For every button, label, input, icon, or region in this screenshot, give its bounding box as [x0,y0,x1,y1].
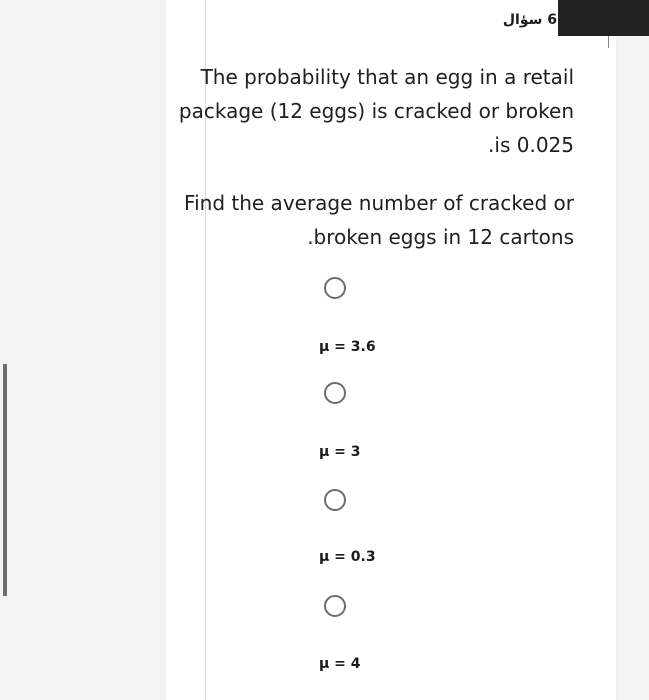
question-text-part1 [168,60,574,162]
option-label-1[interactable]: μ = 3.6 [319,339,376,355]
question-text-part2 [168,186,574,254]
top-header-block [558,0,649,36]
question-line-5: .broken eggs in 12 cartons [307,225,574,249]
option-radio-1[interactable] [324,277,346,299]
question-line-1: The probability that an egg in a retail [200,65,574,89]
question-number: 6 سؤال [502,12,557,28]
question-line-2: package (12 eggs) is cracked or broken [178,99,574,123]
question-line-4: Find the average number of cracked or [184,191,574,215]
left-scroll-indicator[interactable] [3,364,7,596]
option-label-2[interactable]: μ = 3 [319,444,361,460]
header-tick-divider [608,36,609,48]
option-radio-3[interactable] [324,489,346,511]
option-radio-2[interactable] [324,382,346,404]
option-radio-4[interactable] [324,595,346,617]
question-line-3: .is 0.025 [488,133,574,157]
option-label-4[interactable]: μ = 4 [319,656,361,672]
option-label-3[interactable]: μ = 0.3 [319,549,376,565]
